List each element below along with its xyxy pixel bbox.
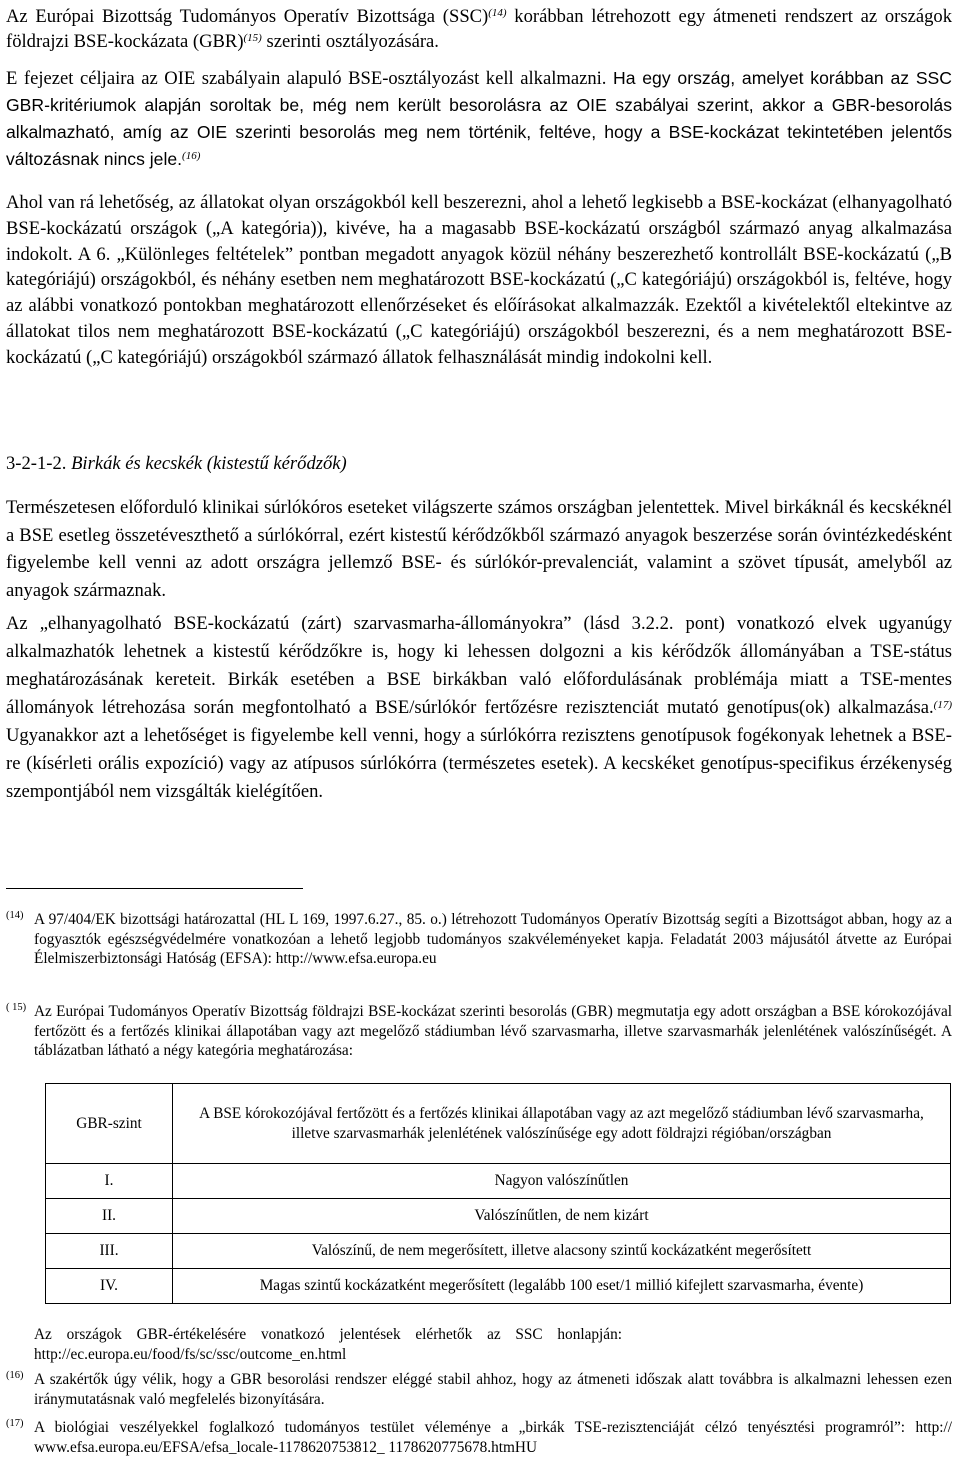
footnote-14-mark: (14) bbox=[6, 910, 24, 921]
footnote-16 bbox=[6, 1370, 952, 1409]
genotype-text-b: Ugyanakkor azt a lehetőséget is figyelembe kell venni, hogy a súrlókórra rezisztens genotípusok fogékonyak lehetnek a BSE-re (kísérleti orális expozíció) vagy az atípusos súrlókórra (természetes esetek). A kecskéket genotípus-specifikus érzékenység szempontjából nem vizsgálták kielégítően. bbox=[6, 725, 952, 802]
footnote-14 bbox=[6, 910, 952, 969]
gbr-description: Valószínűtlen, de nem kizárt bbox=[173, 1199, 951, 1234]
footnote-17-mark: (17) bbox=[6, 1418, 24, 1429]
section-number: 3-2-1-2. bbox=[6, 453, 72, 474]
gbr-reports-text: Az országok GBR-értékelésére vonatkozó jelentések elérhetők az SSC honlapján: http://ec.europa.eu/food/fs/sc/ssc/outcome_en.html bbox=[34, 1326, 622, 1363]
gbr-description: Valószínű, de nem megerősített, illetve alacsony szintű kockázatként megerősített bbox=[173, 1234, 951, 1269]
gbr-level: IV. bbox=[46, 1269, 173, 1304]
footnote-14-text: A 97/404/EK bizottsági határozattal (HL L 169, 1997.6.27., 85. o.) létrehozott Tudományos Operatív Bizottság segíti a Bizottságot abban, hogy az a fogyasztók egészségvédelmére vonatkozóan a lehető legjobb tudományos szakvéleményeket kapja. Feladatát 2003 májusától átvette az Európai Élelmiszerbiztonsági Hatóság (EFSA): http://www.efsa.europa.eu bbox=[34, 911, 952, 967]
table-row bbox=[46, 1164, 951, 1199]
footnote-ref-16[interactable]: (16) bbox=[182, 150, 201, 162]
section-heading bbox=[6, 451, 952, 477]
intro-text-a: Az Európai Bizottság Tudományos Operatív Bizottsága (SSC) bbox=[6, 6, 489, 27]
table-row bbox=[46, 1199, 951, 1234]
footnote-16-text: A szakértők úgy vélik, hogy a GBR besorolási rendszer eléggé stabil ahhoz, hogy az átmeneti időszak alatt továbbra is alkalmazni lehessen ezen iránymutatásnak való megfelelés bizonyítására. bbox=[34, 1371, 952, 1408]
genotype-paragraph bbox=[6, 610, 952, 806]
gbr-table bbox=[45, 1083, 951, 1304]
gbr-header-description: A BSE kórokozójával fertőzött és a fertőzés klinikai állapotában vagy az azt megelőző stádiumban lévő szarvasmarha, illetve szarvasmarhák jelenlétének valószínűsége egy adott földrajzi régióban/országban bbox=[173, 1084, 951, 1164]
scrapie-paragraph: Természetesen előforduló klinikai súrlókóros eseteket világszerte számos országban jelentettek. Mivel birkáknál és kecskéknél a BSE esetleg összetéveszthető a súrlókórral, ezért kistestű kérődzőkből származó anyagok beszerzése során óvintézkedésként figyelembe kell venni az adott országra jellemző BSE- és súrlókór-prevalenciát, valamint a szövet típusát, amelyből az anyagok származnak. bbox=[6, 497, 952, 601]
gbr-table-header bbox=[46, 1084, 951, 1164]
intro-paragraph bbox=[6, 4, 952, 54]
footnote-15-mark: ( 15) bbox=[6, 1002, 27, 1013]
gbr-header-level: GBR-szint bbox=[46, 1084, 173, 1164]
gbr-level: I. bbox=[46, 1164, 173, 1199]
section-title: Birkák és kecskék (kistestű kérődzők) bbox=[71, 453, 347, 474]
classification-text-a: E fejezet céljaira az OIE szabályain alapuló BSE-osztályozást kell alkalmazni. bbox=[6, 68, 613, 89]
footnote-15-text: Az Európai Tudományos Operatív Bizottság földrajzi BSE-kockázat szerinti besorolás (GBR) megmutatja egy adott országban a BSE kórokozójával fertőzött és a fertőzés klinikai állapotában vagy azt megelőző stádiumban lévő szarvasmarha, illetve szarvasmarhák jelenlétének valószínűségét. A táblázatban látható a négy kategória meghatározása: bbox=[34, 1003, 952, 1059]
table-row bbox=[46, 1269, 951, 1304]
footnote-16-mark: (16) bbox=[6, 1370, 24, 1381]
footnote-separator bbox=[6, 888, 303, 889]
gbr-level: II. bbox=[46, 1199, 173, 1234]
footnote-ref-14[interactable]: (14) bbox=[488, 7, 507, 19]
intro-text-b: korábban létrehozott egy átmeneti rendszert az országok földrajzi BSE-kockázata (GBR) bbox=[6, 6, 952, 52]
gbr-description: Nagyon valószínűtlen bbox=[173, 1164, 951, 1199]
gbr-level: III. bbox=[46, 1234, 173, 1269]
footnote-17-text: A biológiai veszélyekkel foglalkozó tudományos testület véleménye a „birkák TSE-rezisztenciáját célzó tenyésztési programról”: http:// www.efsa.europa.eu/EFSA/efsa_locale-1178620753812_ 1178620775678.htmHU bbox=[34, 1419, 952, 1456]
footnote-ref-15[interactable]: (15) bbox=[243, 32, 262, 44]
table-row bbox=[46, 1234, 951, 1269]
gbr-description: Magas szintű kockázatként megerősített (legalább 100 eset/1 millió kifejlett szarvasmarha, évente) bbox=[173, 1269, 951, 1304]
footnote-17 bbox=[6, 1418, 952, 1457]
gbr-reports-note bbox=[6, 1325, 952, 1364]
classification-text-b: Ha egy ország, amelyet korábban az SSC GBR-kritériumok alapján soroltak be, még nem került besorolásra az OIE szabályai szerint, akkor a GBR-besorolás alkalmazható, amíg az OIE szerinti besorolás meg nem történik, feltéve, hogy a BSE-kockázat tekintetében jelentős változásnak nincs jele. bbox=[6, 68, 952, 169]
classification-paragraph bbox=[6, 65, 952, 173]
footnote-ref-17[interactable]: (17) bbox=[933, 699, 952, 711]
footnote-15 bbox=[6, 1002, 952, 1061]
genotype-text-a: Az „elhanyagolható BSE-kockázatú (zárt) szarvasmarha-állományokra” (lásd 3.2.2. pont) vonatkozó elvek ugyanúgy alkalmazhatók lehetnek a kistestű kérődzőkre is, hogy ki lehessen dolgozni a kis kérődzők állományában a TSE-státus meghatározásának kereteit. Birkák esetében a BSE birkákban való előfordulásának problémája miatt a TSE-mentes állományok létrehozása során megfontolható a BSE/súrlókór fertőzésre rezisztenciát mutató genotípus(ok) alkalmazása. bbox=[6, 613, 952, 718]
sourcing-paragraph: Ahol van rá lehetőség, az állatokat olyan országokból kell beszerezni, ahol a lehető legkisebb a BSE-kockázat (elhanyagolható BSE-kockázatú országok („A kategória)), kivéve, ha a magasabb BSE-kockázatú országból származó anyag alkalmazása indokolt. A 6. „Különleges feltételek” pontban megadott anyagok közül néhány beszerezhető kontrollált BSE-kockázatú („B kategóriájú) országokból, és néhány esetben nem meghatározott BSE-kockázatú („C kategóriájú) országokból is, feltéve, hogy az alábbi vonatkozó pontokban meghatározott ellenőrzéseket és előírásokat alkalmazzák. Ezektől a kivételektől eltekintve az állatokat tilos nem meghatározott BSE-kockázatú („C kategóriájú) országokból beszerezni, és a nem meghatározott BSE-kockázatú („C kategóriájú) országokból származó állatok felhasználását mindig indokolni kell. bbox=[6, 192, 952, 368]
intro-text-c: szerinti osztályozására. bbox=[261, 31, 439, 52]
